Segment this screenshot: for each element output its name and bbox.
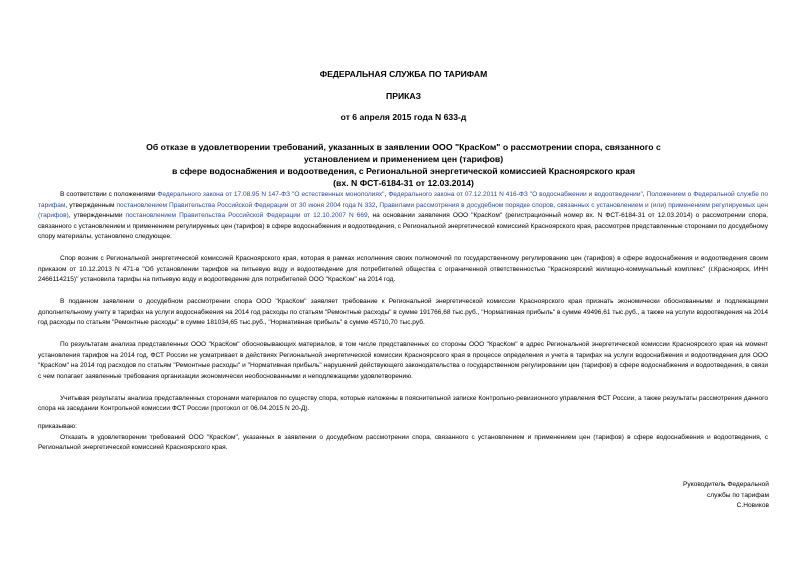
doc-type-heading: ПРИКАЗ: [386, 91, 421, 101]
order-text: Отказать в удовлетворении требований ООО "КрасКом", указанных в заявлении о досудебном рассмотрении спора, связанного с установлением и применением цен (тарифов) в сфере водоснабжения и водоотведения, с Региональной энергетической комиссией Красноярского края.: [38, 433, 768, 451]
text: ,: [384, 191, 389, 198]
paragraph-dispute: Спор возник с Региональной энергетической комиссией Красноярского края, которая в рамках исполнения своих полномочий по государственному регулированию цен (тарифов) в сфере водоснабжения и водоотведения своим приказом от 10.12.2013 N 471-в "Об установлении тарифов на питьевую воду и водоотведение для потребителей общества с ограниченной ответственностью "Красноярский жилищно-коммунальный комплекс" (г.Красноярск, ИНН 2466114215)" установила тарифы на питьевую воду и водоотведение для потребителей ООО "КрасКом" на 2014 год.: [38, 255, 768, 283]
link-law-416[interactable]: Федерального закона от 07.12.2011 N 416-ФЗ "О водоснабжении и водоотведении": [388, 191, 643, 198]
link-regulation-fst[interactable]: Положением о Федеральной службе по тарифам: [38, 191, 769, 209]
paragraph-claims: В поданном заявлении о досудебном рассмотрении спора ООО "КрасКом" заявляет требование к Региональной энергетической комиссии Красноярского края признать экономически обоснованными и подлежащими дополнительному учету в тарифах на услуги водоснабжения на 2014 год расходы по статьям "Ремонтные расходы" в сумме 191766,68 тыс.руб., "Нормативная прибыль" в сумме 49496,61 тыс.руб., а также на услуги водоотведения на 2014 год расходы по статьям "Ремонтные расходы" в сумме 181034,65 тыс.руб., "Нормативная прибыль" в сумме 45710,70 тыс.руб.: [38, 298, 768, 326]
date-number-heading: от 6 апреля 2015 года N 633-д: [340, 112, 467, 122]
text: ,: [642, 191, 647, 198]
order-label: приказываю:: [38, 423, 77, 430]
link-law-147[interactable]: Федерального закона от 17.08.95 N 147-ФЗ "О естественных монополиях": [157, 191, 385, 198]
signature-block: [683, 480, 769, 512]
paragraph-preamble: [38, 190, 768, 243]
text: , утвержденным: [65, 201, 117, 209]
text: В соответствии с положениями: [60, 191, 158, 198]
document-title: [120, 141, 687, 189]
paragraph-analysis: По результатам анализа представленных ООО "КрасКом" обосновывающих материалов, в том числе представленных со стороны ООО "КрасКом" в адрес Региональной энергетической комиссии Красноярского края на момент установления тарифов на 2014 год, ФСТ России не усматривает в действиях Региональной энергетической комиссии Красноярского края в процессе определения и учета в тарифах на услуги водоснабжения и водоотведения для ООО "КрасКом" на 2014 год расходов по статьям "Ремонтные расходы" и "Нормативная прибыль" нарушений действующего законодательства о государственном регулировании цен (тарифов) в сфере водоснабжения и водоотведения, в связи с чем полагает заявленные требования организации экономически необоснованными и неподлежащими удовлетворению.: [38, 341, 768, 380]
signature-name: С.Новиков: [736, 502, 769, 509]
text: , утвержденными: [68, 212, 126, 219]
title-line-2: в сфере водоснабжения и водоотведения, с Региональной энергетической комиссией Красноярского края: [171, 166, 636, 176]
link-rules-disputes[interactable]: Правилами рассмотрения в досудебном порядке споров, связанных с установлением и (или) применением регулируемых цен (тарифов): [38, 201, 768, 219]
paragraph-considering: Учитывая результаты анализа представленных сторонами материалов по существу спора, которые изложены в пояснительной записке Контрольно-ревизионного управления ФСТ России, а также результаты рассмотрения данного спора на заседании Контрольной комиссии ФСТ России (протокол от 06.04.2015 N 20-Д).: [38, 394, 768, 412]
agency-heading: ФЕДЕРАЛЬНАЯ СЛУЖБА ПО ТАРИФАМ: [319, 69, 488, 79]
link-decree-669[interactable]: постановлением Правительства Российской Федерации от 12.10.2007 N 669: [125, 212, 368, 219]
text: ,: [375, 201, 380, 209]
title-line-3: (вх. N ФСТ-6184-31 от 12.03.2014): [333, 178, 474, 188]
text: , на основании заявления ООО "КрасКом" (регистрационный номер вх. N ФСТ-6184-31 от 12.03.2014) о рассмотрении спора, связанного с установлением и применением регулируемых цен (тарифов) в сфере водоснабжения и водоотведения, с Региональной энергетической комиссией Красноярского края, рассмотрев представленные сторонами по досудебному спору материалы, установлено следующее.: [38, 212, 769, 240]
title-line-1: Об отказе в удовлетворении требований, указанных в заявлении ООО "КрасКом" о рассмотрении спора, связанного с установлением и применением цен (тарифов): [146, 142, 661, 164]
link-decree-332[interactable]: постановлением Правительства Российской Федерации от 30 июня 2004 года N 332: [116, 201, 376, 209]
document-body: [38, 190, 768, 454]
order-block: [38, 422, 768, 454]
signature-position-1: Руководитель Федеральной: [683, 481, 769, 488]
signature-position-2: службы по тарифам: [706, 491, 769, 499]
